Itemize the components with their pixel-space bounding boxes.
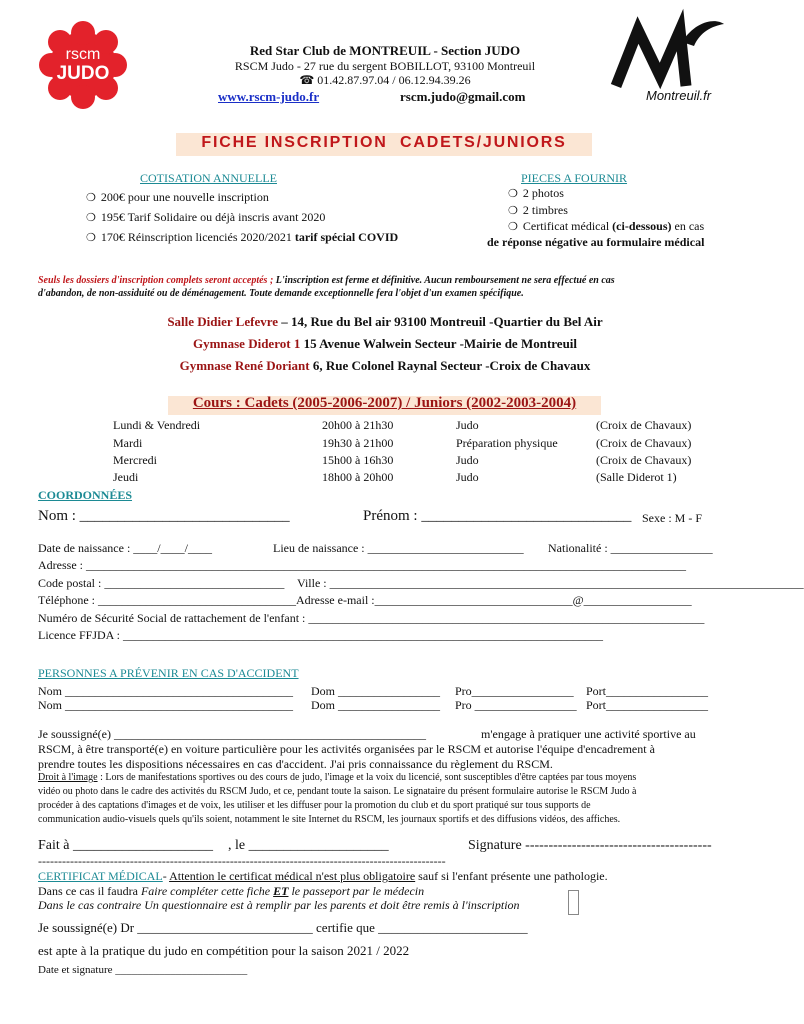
venue-address: 6, Rue Colonel Raynal Secteur -Croix de Chavaux <box>309 358 591 373</box>
venue-address: 15 Avenue Walwein Secteur -Mairie de Montreuil <box>300 336 578 351</box>
pieces-item <box>508 219 704 234</box>
contact-nom-field[interactable]: Nom ______________________________________ <box>38 698 293 712</box>
pieces-item <box>508 186 564 201</box>
droit-image-text: communication audio-visuels quels qu'ils soient, notamment le site Internet du RSCM, les journaux sportifs et des diffusions vidéos, des affiches. <box>38 814 621 825</box>
bullet-icon: ❍ <box>508 204 518 217</box>
course-time: 19h30 à 21h00 <box>322 436 394 450</box>
pieces-item-text: Certificat médical <box>522 219 613 233</box>
montreuil-m-icon <box>608 18 738 93</box>
signature-field[interactable]: Signature ---------------------------------------- <box>468 838 712 853</box>
droit-image-text: : Lors de manifestations sportives ou des cours de judo, l'image et la voix du licencié, sont susceptibles d'être captées par tous moyens <box>97 772 637 783</box>
droit-image-line <box>38 772 636 783</box>
engagement-text: prendre toutes les dispositions nécessaires en cas d'accident. J'ai pris connaissance du règlement du RSCM. <box>38 757 553 771</box>
course-day: Lundi & Vendredi <box>113 418 201 432</box>
cotisation-item-text: 200€ pour une nouvelle inscription <box>100 190 269 204</box>
doctor-certify-field[interactable]: Je soussigné(e) Dr ___________________________ certifie que _______________________ <box>38 920 528 935</box>
course-time: 18h00 à 20h00 <box>322 470 394 484</box>
coordonnees-heading: COORDONNÉES <box>38 488 133 502</box>
date-signature-field[interactable]: Date et signature ________________________ <box>38 964 248 976</box>
accident-heading: PERSONNES A PRÉVENIR EN CAS D'ACCIDENT <box>38 666 299 680</box>
pieces-item-text: 2 timbres <box>522 203 568 217</box>
website-link[interactable]: www.rscm-judo.fr <box>218 89 320 104</box>
course-activity: Préparation physique <box>456 436 558 450</box>
droit-image-text: vidéo ou photo dans le cadre des activités du RSCM Judo, et ce, pendant toute la saison. Le signataire du présent formulaire autorise le RSCM Judo à <box>38 786 637 797</box>
ville-field[interactable]: Ville : _______________________________________________________________________________ <box>297 576 804 590</box>
lieu-naissance-field[interactable]: Lieu de naissance : __________________________ <box>273 541 524 555</box>
montreuil-text: Montreuil.fr <box>646 88 712 103</box>
course-day: Mercredi <box>113 453 157 467</box>
bullet-icon: ❍ <box>86 191 96 204</box>
cotisation-heading: COTISATION ANNUELLE <box>140 171 277 185</box>
adresse-field[interactable]: Adresse : ____________________________________________________________________________________________________ <box>38 558 686 572</box>
prenom-field[interactable]: Prénom : ____________________________ <box>363 508 632 524</box>
pieces-heading: PIECES A FOURNIR <box>521 171 628 185</box>
venue-line <box>0 314 770 330</box>
venue-line <box>0 358 770 374</box>
email-text: rscm.judo@gmail.com <box>400 89 526 104</box>
certificat-italic-text: le passeport par le médecin <box>288 884 425 898</box>
certificat-checkbox[interactable] <box>568 890 579 915</box>
telephone-email-field[interactable]: Téléphone : _________________________________Adresse e-mail :_________________________________@__________________ <box>38 593 692 607</box>
apte-text: est apte à la pratique du judo en compétition pour la saison 2021 / 2022 <box>38 943 410 958</box>
pieces-item-text: en cas <box>671 219 705 233</box>
notice-text: L'inscription est ferme et définitive. Aucun remboursement ne sera effectué en cas <box>273 275 615 286</box>
course-activity: Judo <box>456 453 479 467</box>
certificat-et-text: ET <box>273 884 289 898</box>
venue-name: Gymnase Diderot 1 <box>192 336 301 351</box>
fait-a-field[interactable]: Fait à ____________________ <box>38 838 213 853</box>
cotisation-item <box>86 230 398 245</box>
rscm-judo-logo <box>38 20 128 110</box>
engagement-text: m'engage à pratiquer une activité sportive au <box>481 727 696 741</box>
notice-red-text: Seuls les dossiers d'inscription complets seront acceptés ; <box>38 275 274 286</box>
logo-text-judo: JUDO <box>56 63 110 84</box>
cotisation-item-text: 195€ Tarif Solidaire ou déjà inscris avant 2020 <box>100 210 326 224</box>
sexe-field[interactable]: Sexe : M - F <box>642 511 702 525</box>
venue-name: Gymnase René Doriant <box>179 358 310 373</box>
contact-port-field[interactable]: Port_________________ <box>586 698 709 712</box>
notice-line2: d'abandon, de non-assiduité ou de déménagement. Toute demande exceptionnelle fera l'objet d'un examen spécifique. <box>38 288 524 299</box>
pieces-item-note: de réponse négative au formulaire médical <box>487 235 705 249</box>
courses-title: Cours : Cadets (2005-2006-2007) / Juniors (2002-2003-2004) <box>192 395 577 411</box>
cotisation-item-text: 170€ Réinscription licenciés 2020/2021 <box>100 230 295 244</box>
logo-text-rscm: rscm <box>65 46 101 63</box>
certificat-line3: Dans le cas contraire Un questionnaire est à remplir par les parents et doit être remis à l'inscription <box>38 898 520 912</box>
engagement-name-field[interactable]: Je soussigné(e) ____________________________________________________ <box>38 727 426 741</box>
course-day: Jeudi <box>113 470 139 484</box>
page-title: FICHE INSCRIPTION CADETS/JUNIORS <box>201 134 567 151</box>
certificat-text: sauf si l'enfant présente une pathologie. <box>415 869 608 883</box>
phone-text: 01.42.87.97.04 / 06.12.94.39.26 <box>317 73 471 87</box>
certificat-heading: CERTIFICAT MÉDICAL <box>38 869 163 883</box>
course-place: (Croix de Chavaux) <box>596 418 692 432</box>
cotisation-item <box>86 190 269 205</box>
contact-pro-field[interactable]: Pro _________________ <box>455 698 577 712</box>
course-day: Mardi <box>113 436 143 450</box>
nationalite-field[interactable]: Nationalité : _________________ <box>548 541 713 555</box>
course-place: (Croix de Chavaux) <box>596 453 692 467</box>
course-activity: Judo <box>456 470 479 484</box>
separator-dashes: ------------------------------------------------------------------------------------------------------ <box>38 854 446 868</box>
venue-address: – 14, Rue du Bel air 93100 Montreuil -Quartier du Bel Air <box>278 314 603 329</box>
licence-field[interactable]: Licence FFJDA : ________________________________________________________________________________ <box>38 628 603 642</box>
contact-dom-field[interactable]: Dom _________________ <box>311 698 440 712</box>
club-phone <box>190 73 580 88</box>
certificat-italic-text: Faire compléter cette fiche <box>140 884 274 898</box>
bullet-icon: ❍ <box>508 220 518 233</box>
engagement-text: RSCM, à être transporté(e) en voiture particulière pour les activités organisées par le RSCM et autorise l'équipe d'encadrement à <box>38 742 655 756</box>
bullet-icon: ❍ <box>86 211 96 224</box>
course-place: (Croix de Chavaux) <box>596 436 692 450</box>
montreuil-logo <box>608 18 738 108</box>
certificat-line <box>38 869 608 884</box>
course-time: 15h00 à 16h30 <box>322 453 394 467</box>
contact-pro-field[interactable]: Pro_________________ <box>455 684 574 698</box>
contact-dom-field[interactable]: Dom _________________ <box>311 684 440 698</box>
certificat-text: Dans ce cas il faudra <box>38 884 141 898</box>
cotisation-item <box>86 210 325 225</box>
pieces-item <box>508 203 568 218</box>
venue-line <box>0 336 770 352</box>
droit-image-label: Droit à l'image <box>38 772 98 783</box>
bullet-icon: ❍ <box>86 231 96 244</box>
venue-name: Salle Didier Lefevre <box>167 314 279 329</box>
contact-nom-field[interactable]: Nom ______________________________________ <box>38 684 293 698</box>
code-postal-field[interactable]: Code postal : ______________________________ <box>38 576 285 590</box>
date-field[interactable]: , le ____________________ <box>228 838 389 853</box>
course-place: (Salle Diderot 1) <box>596 470 677 484</box>
club-address: RSCM Judo - 27 rue du sergent BOBILLOT, 93100 Montreuil <box>234 59 536 73</box>
certificat-sep: - <box>162 869 170 883</box>
date-naissance-field[interactable]: Date de naissance : ____/____/____ <box>38 541 212 555</box>
certificat-attention: Attention le certificat médical n'est plus obligatoire <box>169 869 416 883</box>
droit-image-text: procéder à des captations d'images et de voix, les utiliser et les diffuser pour la promotion du club et du sport pratiqué sur tous supports de <box>38 800 591 811</box>
notice-line1 <box>38 275 615 286</box>
bullet-icon: ❍ <box>508 187 518 200</box>
pieces-item-text: 2 photos <box>522 186 564 200</box>
covid-rate-text: tarif spécial COVID <box>294 230 399 244</box>
contact-port-field[interactable]: Port_________________ <box>586 684 709 698</box>
ci-dessous-text: (ci-dessous) <box>612 219 672 233</box>
course-activity: Judo <box>456 418 479 432</box>
certificat-line2 <box>38 884 424 899</box>
nom-field[interactable]: Nom : ____________________________ <box>38 508 290 524</box>
course-time: 20h00 à 21h30 <box>322 418 394 432</box>
telephone-icon: ☎ <box>299 73 318 87</box>
secu-field[interactable]: Numéro de Sécurité Social de rattachement de l'enfant : __________________________________________________________________ <box>38 611 705 625</box>
club-name: Red Star Club de MONTREUIL - Section JUDO <box>249 43 521 58</box>
